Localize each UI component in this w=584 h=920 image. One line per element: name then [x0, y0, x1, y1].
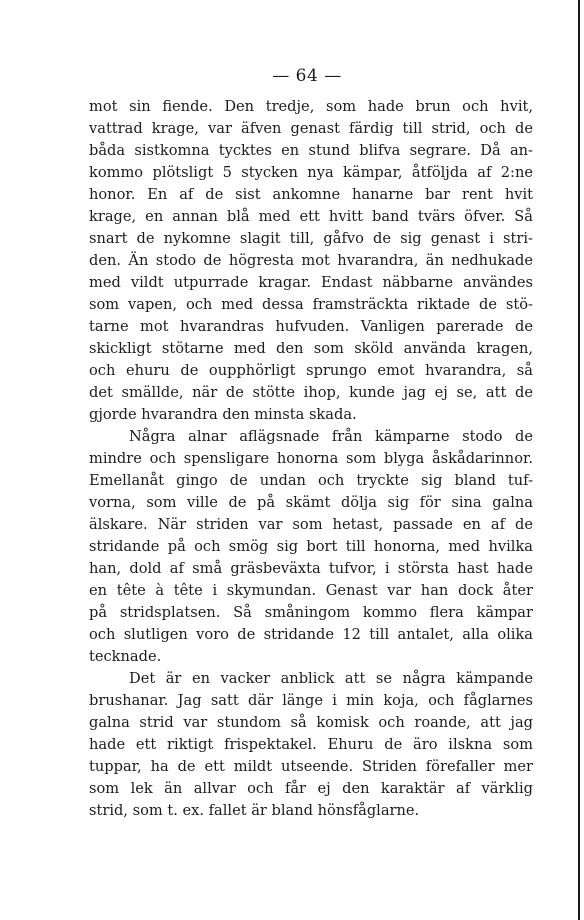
text-line: på stridsplatsen. Så småningom kommo flera kämpar	[89, 604, 533, 621]
text-line: skickligt stötarne med den som sköld använda kragen,	[89, 340, 533, 357]
text-line: Emellanåt gingo de undan och tryckte sig bland tuf-	[89, 472, 533, 489]
text-line: med vildt utpurrade kragar. Endast näbbarne användes	[89, 274, 533, 291]
text-line: och ehuru de oupphörligt sprungo emot hvarandra, så	[89, 362, 533, 379]
body-text	[89, 96, 533, 822]
text-line: vattrad krage, var äfven genast färdig till strid, och de	[89, 120, 533, 137]
text-line: han, dold af små gräsbeväxta tufvor, i största hast hade	[89, 560, 533, 577]
page-number: — 64 —	[272, 66, 342, 86]
text-line: honor. En af de sist ankomne hanarne bar rent hvit	[89, 186, 533, 203]
text-line: mot sin fiende. Den tredje, som hade brun och hvit,	[89, 98, 533, 115]
page-edge	[578, 0, 580, 920]
text-line: galna strid var stundom så komisk och roande, att jag	[89, 714, 533, 731]
text-line: snart de nykomne slagit till, gåfvo de sig genast i stri-	[89, 230, 533, 247]
text-line: stridande på och smög sig bort till honorna, med hvilka	[89, 538, 533, 555]
text-line: vorna, som ville de på skämt dölja sig för sina galna	[89, 494, 533, 511]
text-line: gjorde hvarandra den minsta skada.	[89, 406, 357, 423]
text-line: Det är en vacker anblick att se några kämpande	[129, 670, 533, 687]
text-line: älskare. När striden var som hetast, passade en af de	[89, 516, 533, 533]
text-line: båda sistkomna tycktes en stund blifva segrare. Då an-	[89, 142, 533, 159]
text-line: strid, som t. ex. fallet är bland hönsfåglarne.	[89, 802, 420, 819]
text-line: det smällde, när de stötte ihop, kunde jag ej se, att de	[89, 384, 533, 401]
text-line: mindre och spensligare honorna som blyga åskådarinnor.	[89, 450, 533, 467]
text-line: den. Än stodo de högresta mot hvarandra, än nedhukade	[89, 252, 533, 269]
text-line: kommo plötsligt 5 stycken nya kämpar, åtföljda af 2:ne	[89, 164, 533, 181]
text-line: tarne mot hvarandras hufvuden. Vanligen parerade de	[89, 318, 533, 335]
text-line: och slutligen voro de stridande 12 till antalet, alla olika	[89, 626, 533, 643]
text-line: brushanar. Jag satt där länge i min koja, och fåglarnes	[89, 692, 533, 709]
text-line: tecknade.	[89, 648, 162, 665]
text-line: en tête à tête i skymundan. Genast var han dock åter	[89, 582, 533, 599]
text-line: tuppar, ha de ett mildt utseende. Striden förefaller mer	[89, 758, 533, 775]
text-line: krage, en annan blå med ett hvitt band tvärs öfver. Så	[89, 208, 533, 225]
text-line: som vapen, och med dessa framsträckta riktade de stö-	[89, 296, 533, 313]
text-line: Några alnar aflägsnade från kämparne stodo de	[129, 428, 533, 445]
text-line: som lek än allvar och får ej den karaktär af värklig	[89, 780, 533, 797]
text-line: hade ett riktigt frispektakel. Ehuru de äro ilskna som	[89, 736, 533, 753]
